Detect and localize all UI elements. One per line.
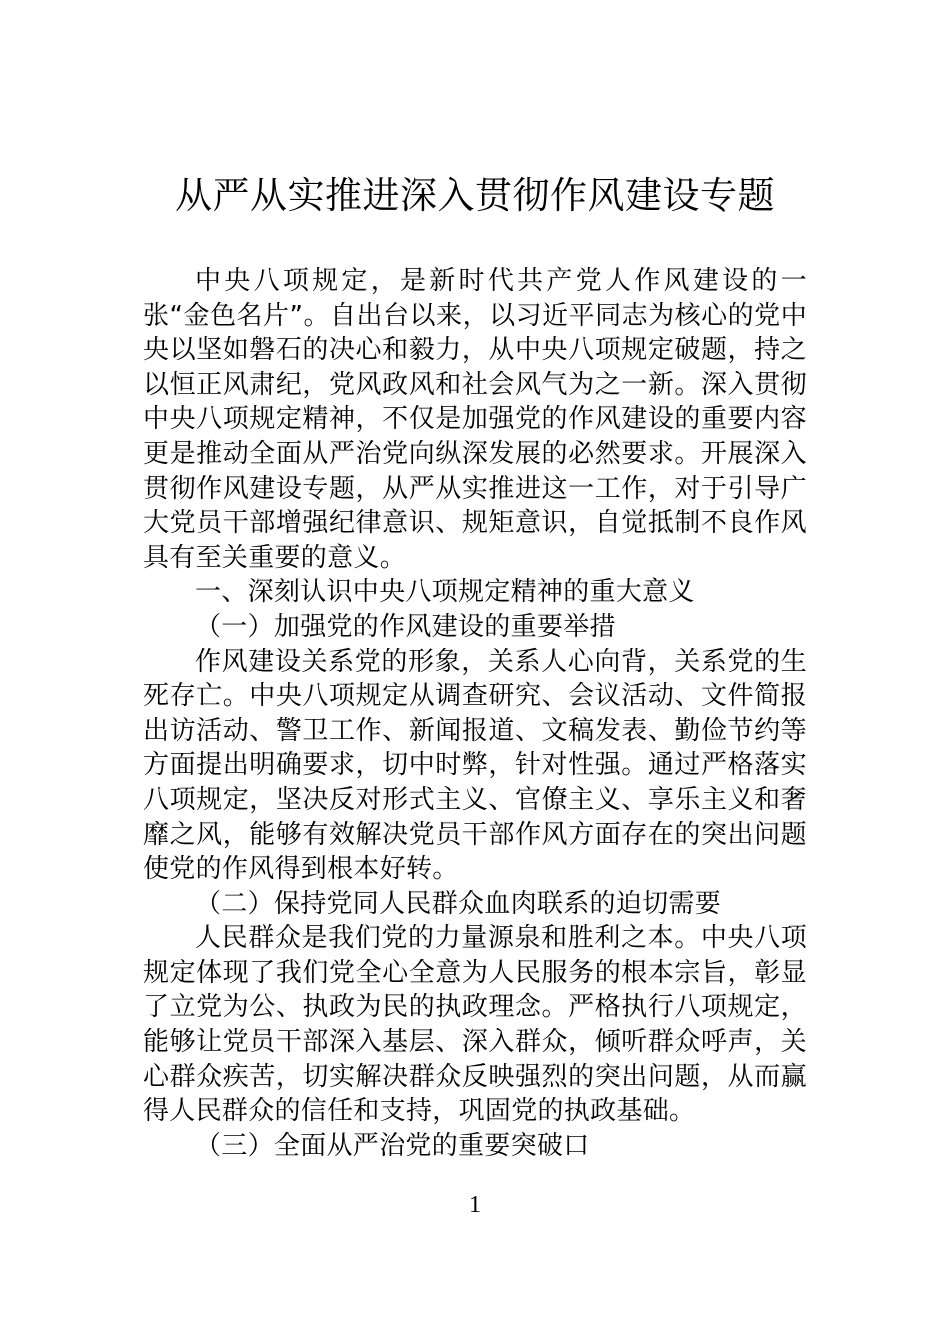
subsection-paragraph-2: 人民群众是我们党的力量源泉和胜利之本。中央八项规定体现了我们党全心全意为人民服务的根本宗旨，彰显了立党为公、执政为民的执政理念。严格执行八项规定，能够让党员干部深入基层、深入群众，倾听群众呼声，关心群众疾苦，切实解决群众反映强烈的突出问题，从而赢得人民群众的信任和支持，巩固党的执政基础。 [143, 923, 807, 1127]
document-title: 从严从实推进深入贯彻作风建设专题 [175, 174, 775, 217]
subsection-heading-2: （二）保持党同人民群众血肉联系的迫切需要 [195, 888, 722, 919]
subsection-heading-1: （一）加强党的作风建设的重要举措 [195, 611, 616, 642]
intro-paragraph: 中央八项规定，是新时代共产党人作风建设的一张“金色名片”。自出台以来，以习近平同志为核心的党中央以坚如磐石的决心和毅力，从中央八项规定破题，持之以恒正风肃纪，党风政风和社会风气为之一新。深入贯彻中央八项规定精神，不仅是加强党的作风建设的重要内容更是推动全面从严治党向纵深发展的必然要求。开展深入贯彻作风建设专题，从严从实推进这一工作，对于引导广大党员干部增强纪律意识、规矩意识，自觉抵制不良作风具有至关重要的意义。 [143, 266, 807, 573]
page-number: 1 [469, 1192, 481, 1218]
subsection-heading-3: （三）全面从严治党的重要突破口 [195, 1130, 590, 1161]
subsection-paragraph-1: 作风建设关系党的形象，关系人心向背，关系党的生死存亡。中央八项规定从调查研究、会议活动、文件简报出访活动、警卫工作、新闻报道、文稿发表、勤俭节约等方面提出明确要求，切中时弊，针对性强。通过严格落实八项规定，坚决反对形式主义、官僚主义、享乐主义和奢靡之风，能够有效解决党员干部作风方面存在的突出问题使党的作风得到根本好转。 [143, 646, 807, 885]
document-body [143, 264, 807, 1163]
section-heading-1: 一、深刻认识中央八项规定精神的重大意义 [195, 577, 695, 608]
